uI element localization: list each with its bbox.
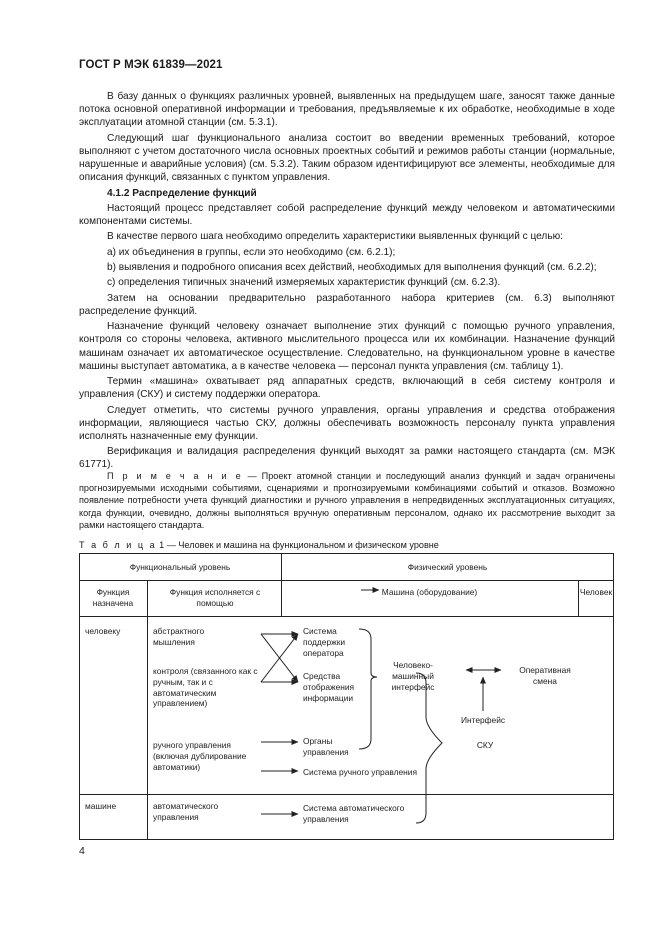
- automatic-control-function: автоматического управления: [153, 801, 219, 822]
- manual-control-system: Система ручного управления: [303, 767, 417, 777]
- human-machine-interface: Человеко-машинный интерфейс: [391, 660, 435, 692]
- document-header: ГОСТ Р МЭК 61839—2021: [79, 59, 223, 71]
- physical-level-header: Физический уровень: [407, 562, 488, 572]
- section-heading: 4.1.2 Распределение функций: [107, 187, 257, 199]
- abstract-thinking: абстрактного мышления: [153, 626, 205, 647]
- col-function-performed: Функция исполняется с помощью: [169, 587, 261, 608]
- automatic-control-system: Система автоматического управления: [303, 803, 405, 824]
- table-caption-text: 1 — Человек и машина на функциональном и физическом уровне: [156, 540, 439, 550]
- body-text: [79, 90, 615, 474]
- row-human: человеку: [85, 626, 121, 636]
- manual-control-function: ручного управления (включая дублирование автоматики): [153, 740, 247, 772]
- sku-label: СКУ: [476, 740, 494, 750]
- operating-shift: Оперативная смена: [519, 665, 571, 686]
- table-caption: [79, 540, 439, 550]
- table-caption-label: Т а б л и ц а: [79, 540, 157, 550]
- note-text: — Проект атомной станции и последующий анализ функций и задач ограничены прогнозируемыми исходными событиями, сценариями и прогнозируемыми комбинациями событий и отказов. Возможно появление потребности учета функций диагностики и ручного управления в непредвиденных эксплуатационных ситуациях, когда функции, очевидно, должны выполняться вручную оперативным персоналом, однако их рассмотрение выходит за рамки настоящего стандарта.: [79, 471, 615, 530]
- paragraph: Следует отметить, что системы ручного управления, органы управления и средства отображения информации, являющиеся частью СКУ, должны обеспечивать возможность персоналу пункта управления исполнять назначенные ему функции.: [79, 404, 615, 442]
- paragraph: Термин «машина» охватывает ряд аппаратных средств, включающий в себя систему контроля и управления (СКУ) и систему поддержки оператора.: [79, 376, 615, 401]
- paragraph: Затем на основании предварительно разработанного набора критериев (см. 6.3) выполняют распределение функций.: [79, 292, 615, 317]
- paragraph: В базу данных о функциях различных уровней, выявленных на предыдущем шаге, заносят также данные потока основной оперативной информации и требования, предъявляемые к их обработке, необходимые в ходе эксплуатации атомной станции (см. 5.3.1).: [79, 91, 615, 129]
- list-item: с) определения типичных значений измеряемых характеристик функций (см. 6.2.3).: [107, 277, 501, 289]
- display-means: Средства отображения информации: [303, 671, 355, 703]
- paragraph: Верификация и валидация распределения функций выходят за рамки настоящего стандарта (см. МЭК 61771).: [79, 446, 615, 471]
- paragraph: Следующий шаг функционального анализа состоит во введении временных требований, которое выполняют с учетом достаточного числа основных проектных событий и режимов работы станции (нормальные, нарушенные и аварийные условия) (см. 5.3.2). Таким образом идентифицируют все элементы, необходимые для описания функций, связанных с пунктом управления.: [79, 132, 615, 184]
- functional-level-header: Функциональный уровень: [129, 562, 231, 572]
- table-1: [79, 553, 614, 840]
- operator-support-system: Система поддержки оператора: [303, 626, 346, 658]
- list-item: b) выявления и подробного описания всех действий, необходимых для выполнения функций (см. 6.2.2);: [107, 262, 597, 273]
- note-label: П р и м е ч а н и е: [107, 471, 243, 481]
- paragraph: В качестве первого шага необходимо определить характеристики выявленных функций с целью:: [107, 231, 563, 243]
- col-human: Человек: [579, 587, 613, 597]
- paragraph: Настоящий процесс представляет собой распределение функций между человеком и автоматическими компонентами системы.: [79, 202, 615, 228]
- row-machine: машине: [85, 801, 117, 811]
- interface-label: Интерфейс: [460, 715, 506, 725]
- control-function: контроля (связанного как с ручным, так и с автоматическим управлением): [153, 666, 258, 709]
- brace: [416, 673, 442, 823]
- page-number: 4: [79, 845, 85, 857]
- col-machine: Машина (оборудование): [381, 587, 478, 597]
- paragraph: Назначение функций человеку означает выполнение этих функций с помощью ручного управления, контроля со стороны человека, активного мыслительного процесса или их комбинации. Назначение функций машинам означает их автоматическое осуществление. Следовательно, на функциональном уровне в качестве машины выступает автоматика, а в качестве человека — персонал пункта управления (см. таблицу 1).: [79, 321, 615, 372]
- list-item: а) их объединения в группы, если это необходимо (см. 6.2.1);: [107, 246, 396, 258]
- col-function-assigned: Функция назначена: [92, 587, 134, 608]
- note: [79, 470, 615, 531]
- control-organs: Органы управления: [303, 736, 349, 757]
